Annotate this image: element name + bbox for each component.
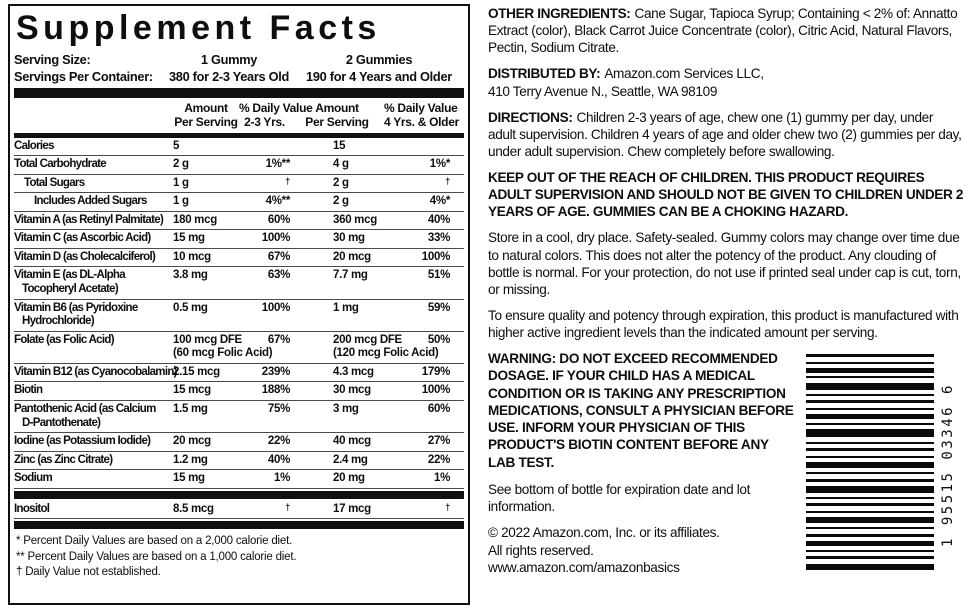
barcode-bar xyxy=(806,394,934,396)
nutrient-name: Vitamin C (as Ascorbic Acid) xyxy=(14,232,151,245)
barcode-bar xyxy=(806,527,934,529)
barcode-bar xyxy=(806,448,934,451)
daily-value-1: 1%** xyxy=(265,158,290,171)
amount-per-serving-1: 8.5 mcg xyxy=(173,502,214,515)
daily-value-2: 1% xyxy=(433,472,450,485)
amount-per-serving-2: 4.3 mcg xyxy=(333,365,374,378)
barcode-bar xyxy=(806,429,934,437)
table-row xyxy=(14,332,464,364)
table-row xyxy=(14,249,464,268)
barcode-bar xyxy=(806,408,934,410)
warning-text: WARNING: DO NOT EXCEED RECOMMENDED DOSAGE. IF YOUR CHILD HAS A MEDICAL CONDITION OR IS TAKING ANY PRESCRIPTION MEDICATIONS, CONSULT A PHYSICIAN BEFORE USE. INFORM YOUR PHYSICIAN OF THIS PRODUCT'S BIOTIN CONTENT BEFORE ANY LAB TEST. xyxy=(488,351,794,470)
serving-size-group2: 2 Gummies xyxy=(345,51,413,67)
barcode-bar xyxy=(806,479,934,482)
nutrient-name: Zinc (as Zinc Citrate) xyxy=(14,453,113,466)
barcode-bar xyxy=(806,541,934,546)
barcode-bar xyxy=(806,362,934,364)
amount-per-serving-1: 1 g xyxy=(173,176,189,189)
nutrient-name: Sodium xyxy=(14,472,52,485)
daily-value-2: 27% xyxy=(427,435,450,448)
nutrient-name: Vitamin B6 (as Pyridoxine Hydrochloride) xyxy=(14,301,138,328)
amount-per-serving-2: 2 g xyxy=(333,195,349,208)
barcode-bar xyxy=(806,462,934,468)
nutrient-name: Folate (as Folic Acid) xyxy=(14,333,114,346)
info-paragraphs xyxy=(488,5,964,341)
paragraph-text: Cane Sugar, Tapioca Syrup; Containing < 2% of: Annatto Extract (color), Black Carrot Juice Concentrate (color), Citric Acid, Natural Flavors, Pectin, Sodium Citrate. xyxy=(488,6,958,56)
table-divider-bar xyxy=(14,491,464,499)
barcode xyxy=(806,354,964,577)
amount-per-serving-2: 40 mcg xyxy=(333,435,371,448)
info-paragraph xyxy=(488,229,964,298)
amount-per-serving-2: 17 mcg xyxy=(333,502,371,515)
header-dv-1: % Daily Value 2-3 Yrs. xyxy=(239,101,313,130)
daily-value-1: † xyxy=(285,501,290,512)
panel-title: Supplement Facts xyxy=(16,9,381,47)
amount-per-serving-1: 15 mg xyxy=(173,472,205,485)
barcode-bar xyxy=(806,534,934,537)
nutrient-name: Vitamin A (as Retinyl Palmitate) xyxy=(14,213,164,226)
footnotes xyxy=(14,531,464,582)
table-divider-bar xyxy=(14,521,464,529)
header-dv-2: % Daily Value 4 Yrs. & Older xyxy=(384,101,459,130)
daily-value-2: 33% xyxy=(427,232,450,245)
table-row xyxy=(14,452,464,471)
amount-per-serving-2: 7.7 mg xyxy=(333,269,368,282)
table-row xyxy=(14,433,464,452)
barcode-bar xyxy=(806,414,934,419)
amount-per-serving-2: 3 mg xyxy=(333,402,359,415)
daily-value-1: 40% xyxy=(267,453,290,466)
header-amount-2: Amount Per Serving xyxy=(305,101,369,130)
footnote-line: ** Percent Daily Values are based on a 1,000 calorie diet. xyxy=(16,550,297,563)
barcode-bar xyxy=(806,497,934,499)
paragraph-text: Children 2-3 years of age, chew one (1) gummy per day, under adult supervision. Children 4 years of age and older chew two (2) gummies per day, under adult supervision. Chew completely before swallowing. xyxy=(488,109,962,159)
barcode-bars xyxy=(806,354,934,577)
barcode-bar xyxy=(806,517,934,523)
amount-per-serving-1: 0.5 mg xyxy=(173,301,208,314)
daily-value-2: 100% xyxy=(421,384,450,397)
daily-value-2: 40% xyxy=(427,213,450,226)
nutrient-name: Vitamin B12 (as Cyanocobalamin) xyxy=(14,365,177,378)
amount-per-serving-2: 15 xyxy=(333,139,346,152)
amount-per-serving-1: 5 xyxy=(173,139,180,152)
amount-per-serving-2: 20 mg xyxy=(333,472,365,485)
servings-per-container-label: Servings Per Container: xyxy=(14,68,153,84)
amount-per-serving-1: 1.2 mg xyxy=(173,453,208,466)
daily-value-1: 75% xyxy=(267,402,290,415)
table-column-headers xyxy=(14,98,464,131)
daily-value-2: 179% xyxy=(421,365,450,378)
amount-per-serving-2: 4 g xyxy=(333,158,349,171)
barcode-bar xyxy=(806,423,934,425)
barcode-bar xyxy=(806,564,934,570)
amount-per-serving-2: 30 mcg xyxy=(333,384,371,397)
amount-per-serving-1: 15 mcg xyxy=(173,384,211,397)
daily-value-1: 4%** xyxy=(265,195,290,208)
divider-bar xyxy=(14,88,464,98)
daily-value-1: 1% xyxy=(273,472,290,485)
barcode-bar xyxy=(806,456,934,458)
footnote-line: † Daily Value not established. xyxy=(16,565,161,578)
amount-per-serving-2: 20 mcg xyxy=(333,250,371,263)
nutrient-name: Pantothenic Acid (as Calcium D-Pantothenate) xyxy=(14,402,156,429)
nutrient-name: Vitamin D (as Cholecalciferol) xyxy=(14,250,156,263)
daily-value-2: 22% xyxy=(427,453,450,466)
info-column xyxy=(488,5,964,577)
amount-per-serving-1: 2.15 mcg xyxy=(173,365,220,378)
nutrient-name: Total Carbohydrate xyxy=(14,158,106,171)
amount-per-serving-1: 1 g xyxy=(173,195,189,208)
copyright-text: © 2022 Amazon.com, Inc. or its affiliates. All rights reserved. www.amazon.com/amazonbasics xyxy=(488,525,720,576)
table-row xyxy=(14,501,464,520)
daily-value-1: † xyxy=(285,175,290,186)
daily-value-2: 4%* xyxy=(429,195,450,208)
header-amount-1: Amount Per Serving xyxy=(174,101,238,130)
daily-value-2: † xyxy=(445,501,450,512)
nutrient-name: Biotin xyxy=(14,384,43,397)
barcode-bar xyxy=(806,442,934,444)
nutrient-name: Inositol xyxy=(14,502,50,515)
daily-value-1: 67% xyxy=(267,333,290,346)
daily-value-2: † xyxy=(445,175,450,186)
daily-value-2: 60% xyxy=(427,402,450,415)
nutrient-name: Iodine (as Potassium Iodide) xyxy=(14,435,151,448)
daily-value-2: 51% xyxy=(427,269,450,282)
nutrient-table xyxy=(14,138,464,530)
table-row xyxy=(14,382,464,401)
barcode-bar xyxy=(806,354,934,357)
daily-value-1: 100% xyxy=(261,232,290,245)
info-paragraph xyxy=(488,65,964,99)
table-row xyxy=(14,212,464,231)
amount-per-serving-1: 15 mg xyxy=(173,232,205,245)
table-row xyxy=(14,401,464,433)
paragraph-text: To ensure quality and potency through expiration, this product is manufactured with higher active ingredient levels than the indicated amount per serving. xyxy=(488,307,959,340)
info-paragraph xyxy=(488,109,964,160)
amount-per-serving-1: 10 mcg xyxy=(173,250,211,263)
info-paragraph xyxy=(488,307,964,341)
footnote-line: * Percent Daily Values are based on a 2,000 calorie diet. xyxy=(16,535,293,548)
amount-per-serving-2: 360 mcg xyxy=(333,213,377,226)
nutrient-name: Includes Added Sugars xyxy=(34,195,147,208)
barcode-bar xyxy=(806,556,934,559)
table-row xyxy=(14,267,464,299)
table-row xyxy=(14,230,464,249)
amount-per-serving-1: 1.5 mg xyxy=(173,402,208,415)
supplement-facts-panel xyxy=(8,4,470,605)
amount-per-serving-1: 20 mcg xyxy=(173,435,211,448)
amount-per-serving-1: 3.8 mg xyxy=(173,269,208,282)
expiration-note: See bottom of bottle for expiration date and lot information. xyxy=(488,481,751,514)
nutrient-name: Total Sugars xyxy=(24,176,85,189)
daily-value-1: 63% xyxy=(267,269,290,282)
serving-size-group1: 1 Gummy xyxy=(200,51,258,67)
barcode-bar xyxy=(806,503,934,506)
daily-value-1: 60% xyxy=(267,213,290,226)
barcode-bar xyxy=(806,486,934,493)
amount-per-serving-2: 1 mg xyxy=(333,301,359,314)
amount-per-serving-2: 2.4 mg xyxy=(333,453,368,466)
daily-value-1: 239% xyxy=(261,365,290,378)
amount-per-serving-1: 180 mcg xyxy=(173,213,217,226)
barcode-bar xyxy=(806,472,934,474)
barcode-bar xyxy=(806,383,934,390)
servings-group2: 190 for 4 Years and Older xyxy=(306,68,452,84)
table-row xyxy=(14,300,464,332)
barcode-digits: 1 95515 03346 6 xyxy=(940,383,956,548)
bottom-left-column xyxy=(488,350,796,577)
daily-value-1: 100% xyxy=(261,301,290,314)
info-paragraph xyxy=(488,5,964,56)
serving-info xyxy=(14,51,464,86)
table-row xyxy=(14,193,464,212)
barcode-bar xyxy=(806,511,934,513)
daily-value-1: 67% xyxy=(267,250,290,263)
bottom-row xyxy=(488,350,964,577)
barcode-bar xyxy=(806,400,934,403)
paragraph-lead: OTHER INGREDIENTS: xyxy=(488,6,631,21)
amount-per-serving-2: 30 mg xyxy=(333,232,365,245)
info-paragraph xyxy=(488,169,964,220)
barcode-bar xyxy=(806,368,934,373)
table-row xyxy=(14,138,464,157)
paragraph-lead: DISTRIBUTED BY: xyxy=(488,66,601,82)
table-row xyxy=(14,156,464,175)
paragraph-lead: DIRECTIONS: xyxy=(488,109,573,125)
paragraph-text: Amazon.com Services LLC, 410 Terry Avenue N., Seattle, WA 98109 xyxy=(488,66,764,99)
daily-value-2: 1%* xyxy=(429,158,450,171)
nutrient-name: Vitamin E (as DL-Alpha Tocopheryl Acetate) xyxy=(14,269,125,296)
amount-per-serving-1: 100 mcg DFE (60 mcg Folic Acid) xyxy=(173,333,273,360)
nutrient-name: Calories xyxy=(14,139,54,152)
servings-group1: 380 for 2-3 Years Old xyxy=(168,68,290,84)
amount-per-serving-2: 2 g xyxy=(333,176,349,189)
daily-value-2: 50% xyxy=(427,333,450,346)
barcode-bar xyxy=(806,550,934,552)
table-row xyxy=(14,470,464,489)
daily-value-1: 188% xyxy=(261,384,290,397)
barcode-bar xyxy=(806,376,934,378)
amount-per-serving-2: 200 mcg DFE (120 mcg Folic Acid) xyxy=(333,333,439,360)
amount-per-serving-1: 2 g xyxy=(173,158,189,171)
paragraph-text: Store in a cool, dry place. Safety-sealed. Gummy colors may change over time due to natural colors. This does not alter the potency of the product. Any clouding of bottle is normal. For your protection, do not use if printed seal under cap is cut, torn, or missing. xyxy=(488,230,961,297)
daily-value-2: 100% xyxy=(421,250,450,263)
serving-size-label: Serving Size: xyxy=(14,51,91,67)
paragraph-text: KEEP OUT OF THE REACH OF CHILDREN. THIS PRODUCT REQUIRES ADULT SUPERVISION AND SHOULD NOT BE GIVEN TO CHILDREN UNDER 2 YEARS OF AGE. GUMMIES CAN BE A CHOKING HAZARD. xyxy=(488,170,964,220)
table-row xyxy=(14,175,464,194)
daily-value-1: 22% xyxy=(267,435,290,448)
table-row xyxy=(14,364,464,383)
daily-value-2: 59% xyxy=(427,301,450,314)
